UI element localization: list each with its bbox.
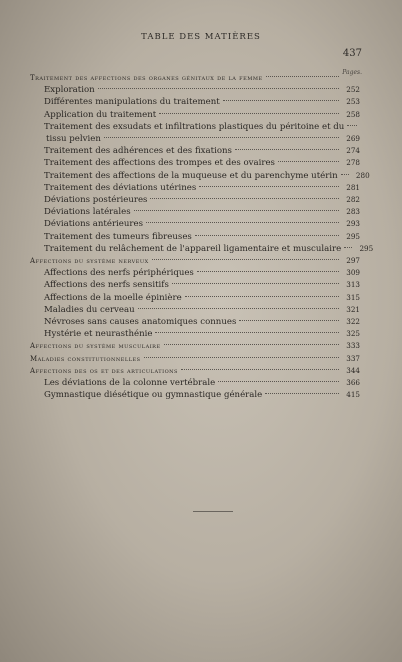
- entry-page: 278: [346, 158, 360, 168]
- toc-entry-row: [30, 316, 360, 328]
- dot-leader: [235, 149, 339, 150]
- section-page: 333: [346, 341, 360, 351]
- entry-text: Gymnastique diésétique ou gymnastique générale: [44, 390, 263, 401]
- dot-leader: [223, 100, 339, 101]
- entry-text: Traitement du relâchement de l'appareil ligamentaire et musculaire: [44, 243, 342, 254]
- section-page: 337: [346, 353, 360, 363]
- entry-text: Traitement des déviations utérines: [44, 182, 197, 193]
- section-title: Affections du système musculaire: [30, 342, 161, 351]
- entry-page: 282: [346, 195, 360, 205]
- toc-entry-row: [30, 279, 360, 291]
- toc-entry-row: [30, 267, 360, 279]
- toc-entry-row: [30, 377, 360, 389]
- entry-continuation-text: tissu pelvien: [46, 134, 101, 145]
- entry-text: Traitement des exsudats et infiltrations plastiques du péritoine et du: [44, 121, 345, 132]
- toc-entry-row: [30, 292, 360, 304]
- entry-text: Déviations antérieures: [44, 219, 144, 230]
- entry-text: Affections des nerfs périphériques: [44, 268, 194, 279]
- dot-leader: [104, 137, 339, 138]
- dot-leader: [134, 210, 339, 211]
- entry-text: Maladies du cerveau: [44, 304, 135, 315]
- entry-page: 258: [346, 109, 360, 119]
- entry-page: 281: [346, 182, 360, 192]
- toc-entry-row: [30, 182, 360, 194]
- entry-text: Application du traitement: [44, 109, 157, 120]
- table-of-contents: [30, 72, 374, 401]
- dot-leader: [172, 283, 339, 284]
- entry-text: Déviations latérales: [44, 207, 131, 218]
- section-heading-row: [30, 353, 360, 365]
- toc-entry-row: [30, 206, 360, 218]
- entry-page: 252: [346, 85, 360, 95]
- entry-text: Affections des nerfs sensitifs: [44, 280, 169, 291]
- toc-entry-row: [30, 304, 360, 316]
- dot-leader: [155, 332, 339, 333]
- toc-entry-row: [30, 84, 360, 96]
- entry-text: Exploration: [44, 85, 95, 96]
- section-title: Traitement des affections des organes génitaux de la femme: [30, 74, 263, 82]
- toc-entry-row: [30, 109, 360, 121]
- entry-text: Déviations postérieures: [44, 195, 148, 206]
- dot-leader: [266, 76, 339, 77]
- section-page: 297: [346, 256, 360, 266]
- dot-leader: [181, 369, 339, 370]
- section-heading-row: [30, 365, 360, 377]
- entry-page: 313: [346, 280, 360, 290]
- toc-entry-row: [30, 121, 360, 133]
- section-heading-row: [30, 72, 360, 84]
- page-number: 437: [342, 48, 362, 59]
- toc-entry-row: [30, 194, 360, 206]
- section-title: Affections du système nerveux: [30, 257, 149, 266]
- entry-page: 415: [346, 390, 360, 400]
- entry-page: 269: [346, 134, 360, 144]
- entry-text: Affections de la moelle épinière: [44, 292, 182, 303]
- toc-entry-row: [30, 243, 374, 255]
- entry-page: 274: [346, 146, 360, 156]
- entry-page: 309: [346, 268, 360, 278]
- pages-column-label: Pages.: [342, 69, 362, 76]
- dot-leader: [278, 161, 339, 162]
- dot-leader: [239, 320, 339, 321]
- section-heading-row: [30, 255, 360, 267]
- dot-leader: [195, 235, 339, 236]
- toc-entry-row: [30, 389, 360, 401]
- entry-text: Les déviations de la colonne vertébrale: [44, 378, 216, 389]
- entry-text: Hystérie et neurasthénie: [44, 329, 153, 340]
- dot-leader: [199, 186, 339, 187]
- running-header: TABLE DES MATIÈRES: [141, 32, 261, 42]
- toc-entry-row: [30, 218, 360, 230]
- entry-text: Névroses sans causes anatomiques connues: [44, 317, 237, 328]
- entry-text: Traitement des affections de la muqueuse et du parenchyme utérin: [44, 170, 338, 181]
- toc-entry-row: [30, 157, 360, 169]
- section-title: Maladies constitutionnelles: [30, 354, 141, 363]
- toc-entry-row: [30, 145, 360, 157]
- entry-page: 253: [346, 97, 360, 107]
- dot-leader: [218, 381, 339, 382]
- entry-text: Différentes manipulations du traitement: [44, 97, 220, 108]
- toc-entry-row: [30, 231, 360, 243]
- entry-page: 315: [346, 292, 360, 302]
- section-page: 344: [346, 365, 360, 375]
- dot-leader: [138, 308, 339, 309]
- entry-page: 283: [346, 207, 360, 217]
- toc-entry-row: [30, 170, 370, 182]
- entry-page: 322: [346, 317, 360, 327]
- toc-entry-row: [30, 328, 360, 340]
- entry-page: 295: [346, 231, 360, 241]
- dot-leader: [197, 271, 339, 272]
- entry-page: 321: [346, 304, 360, 314]
- toc-entry-continuation: [30, 133, 360, 145]
- dot-leader: [265, 393, 339, 394]
- dot-leader: [150, 198, 339, 199]
- dot-leader: [98, 88, 339, 89]
- section-title: Affections des os et des articulations: [30, 366, 178, 375]
- dot-leader: [344, 247, 352, 248]
- dot-leader: [347, 125, 357, 126]
- entry-page: 325: [346, 329, 360, 339]
- dot-leader: [164, 344, 339, 345]
- dot-leader: [185, 296, 339, 297]
- dot-leader: [341, 174, 349, 175]
- entry-text: Traitement des affections des trompes et des ovaires: [44, 158, 275, 169]
- entry-page: 295: [359, 243, 374, 253]
- entry-text: Traitement des tumeurs fibreuses: [44, 231, 192, 242]
- dot-leader: [146, 222, 339, 223]
- section-heading-row: [30, 340, 360, 352]
- entry-page: 366: [346, 378, 360, 388]
- entry-text: Traitement des adhérences et des fixations: [44, 146, 232, 157]
- entry-page: 280: [355, 170, 370, 180]
- entry-page: 293: [346, 219, 360, 229]
- dot-leader: [159, 113, 339, 114]
- dot-leader: [152, 259, 339, 260]
- toc-entry-row: [30, 96, 360, 108]
- dot-leader: [144, 357, 339, 358]
- closing-rule: [193, 511, 233, 512]
